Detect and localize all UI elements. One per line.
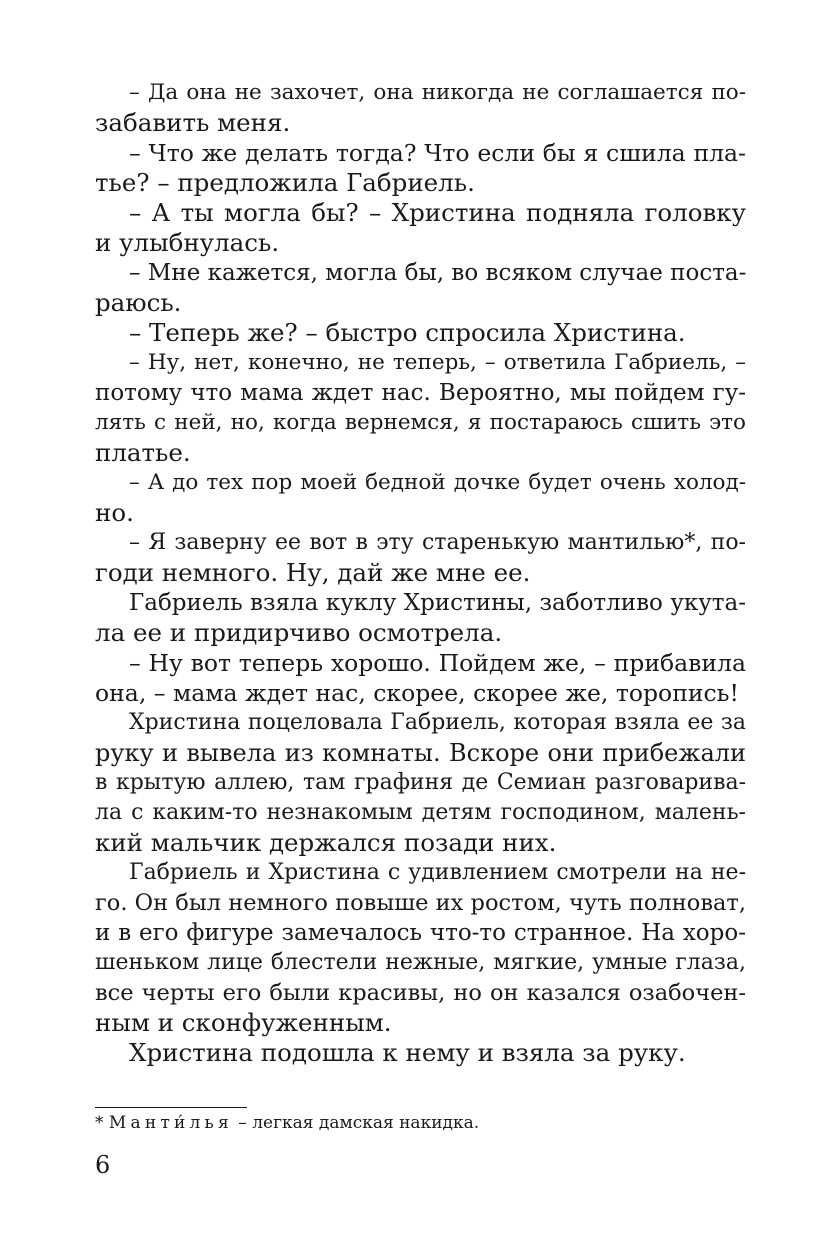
text-line: руку и вывела из комнаты. Вскоре они прибежали [95,739,746,767]
text-line: ла ее и придирчиво осмотрела. [95,618,503,647]
text-line: – Да она не захочет, она никогда не соглашается по- [129,80,746,105]
text-line: потому что мама ждет нас. Вероятно, мы пойдем гу- [95,380,746,406]
text-line: ным и сконфуженным. [95,1008,392,1037]
footnote-term: Манти́лья [108,1113,233,1133]
text-line: забавить меня. [95,108,291,137]
text-line: кий мальчик держался позади них. [95,828,557,857]
text-line: она, – мама ждет нас, скорее, скорее же, торопись! [95,679,739,707]
text-line: – А до тех пор моей бедной дочке будет очень холод- [129,470,746,495]
text-line: го. Он был немного повыше их ростом, чуть полноват, [95,890,746,916]
text-line: – Ну вот теперь хорошо. Пойдем же, – прибавила [129,649,746,677]
text-line: – Я заверну ее вот в эту старенькую мантилью*, по- [129,530,746,555]
text-line: все черты его были красивы, но он казался озабочен- [95,980,746,1006]
text-line: Христина поцеловала Габриель, которая взяла ее за [129,710,746,735]
footnote-marker: * [95,1113,109,1133]
text-line: лять с ней, но, когда вернемся, я постараюсь сшить это [95,410,746,435]
footnote [95,1110,479,1136]
text-line: в крытую аллею, там графиня де Семиан разговарива- [95,770,746,795]
text-line: годи немного. Ну, дай же мне ее. [95,558,531,587]
text-line: шеньком лице блестели нежные, мягкие, умные глаза, [95,950,746,975]
text-line: Христина подошла к нему и взяла за руку. [129,1038,686,1067]
text-line: – А ты могла бы? – Христина подняла головку [129,198,746,227]
text-line: Габриель и Христина с удивлением смотрели на не- [129,860,746,885]
text-line: ла с каким-то незнакомым детям господином, малень- [95,800,746,825]
text-line: – Мне кажется, могла бы, во всяком случае поста- [129,260,747,286]
footnote-divider [95,1107,247,1108]
text-line: и в его фигуре замечалось что-то странное. На хоро- [95,920,746,946]
text-line: раюсь. [95,288,182,317]
text-line: – Ну, нет, конечно, не теперь, – ответила Габриель, – [129,350,746,375]
text-line: – Что же делать тогда? Что если бы я сшила пла- [129,139,746,167]
text-line: – Теперь же? – быстро спросила Христина. [129,318,686,347]
footnote-definition: – легкая дамская накидка. [232,1113,480,1133]
text-line: но. [95,498,134,527]
text-line: Габриель взяла куклу Христины, заботливо укута- [129,590,746,616]
text-line: платье. [95,438,191,467]
text-line: тье? – предложила Габриель. [95,168,475,197]
text-line: и улыбнулась. [95,228,280,257]
page-number: 6 [95,1151,111,1179]
